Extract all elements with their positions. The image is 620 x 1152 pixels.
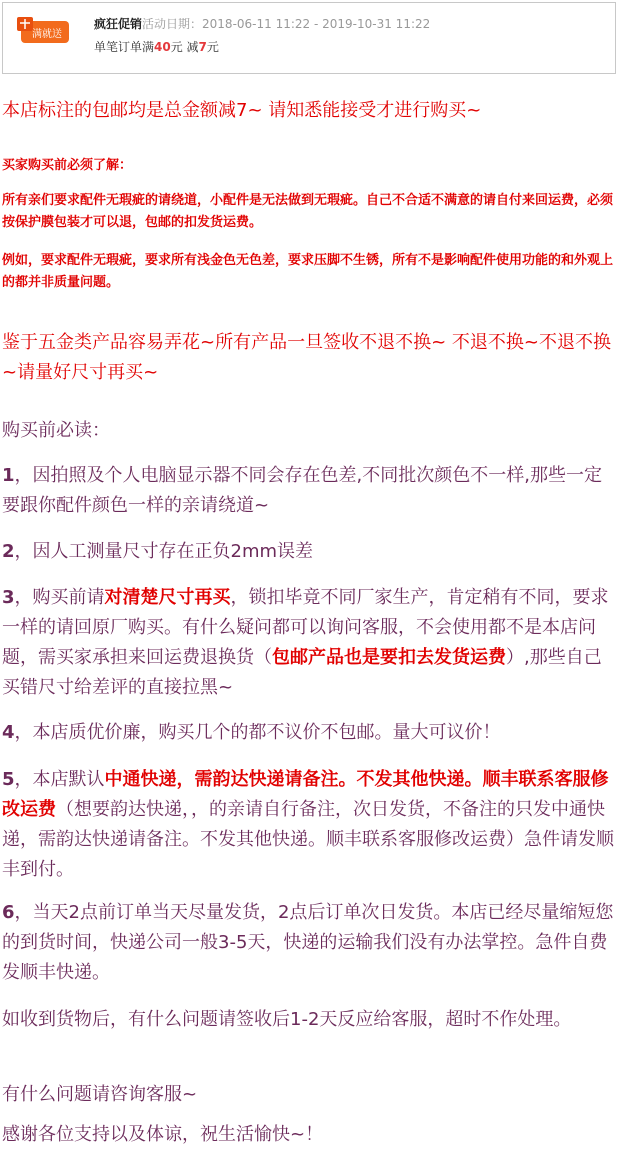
item-text: ，因人工测量尺寸存在正负2mm误差 [14, 541, 314, 562]
must-know-title: 买家购买前必须了解： [2, 158, 133, 173]
item-6 [2, 898, 614, 988]
item-text: ，本店默认 [14, 769, 105, 790]
item-emphasis: 中通快递，需韵达快递请备注。不发其他快递。顺丰联系客服修改运费 [2, 769, 609, 820]
item-num: 1 [2, 465, 15, 486]
item-num: 5 [2, 769, 15, 790]
item-emphasis: 包邮产品也是要扣去发货运费 [272, 647, 506, 668]
item-emphasis: 对清楚尺寸再买 [104, 587, 231, 608]
promo-rule [94, 38, 219, 55]
read-before-title: 购买前必读： [2, 420, 110, 441]
rule-text: 单笔订单满 [94, 40, 155, 54]
item-3 [2, 583, 614, 703]
rule-text: 元 减 [170, 40, 199, 54]
item-num: 4 [2, 722, 15, 743]
after-receive-note: 如收到货物后，有什么问题请签收后1-2天反应给客服，超时不作处理。 [2, 1009, 572, 1030]
item-text: （想要韵达快递，，的亲请自行备注，次日发货，不备注的只发中通快递，需韵达快递请备注。不发其他快递。顺丰联系客服修改运费）急件请发顺丰到付。 [2, 799, 614, 880]
badge-text: 满就送 [32, 29, 62, 40]
item-text: ）,那些自己买错尺寸给差评的直接拉黑~ [2, 647, 602, 698]
promo-date-prefix: 活动日期： [142, 17, 203, 31]
promo-box [2, 2, 616, 74]
item-num: 3 [2, 587, 15, 608]
headline: 本店标注的包邮均是总金额减7~ 请知悉能接受才进行购买~ [2, 100, 482, 121]
item-5 [2, 765, 614, 885]
rule-amount: 40 [154, 40, 171, 54]
item-text: ，锁扣毕竟不同厂家生产，肯定稍有不同，要求一样的请回原厂购买。有什么疑问都可以询问客服，不会使用都不是本店问题，需买家承担来回运费退换货（ [2, 587, 609, 668]
promo-name: 疯狂促销 [94, 17, 143, 31]
item-text: ，购买前请 [14, 587, 105, 608]
consult-note: 有什么问题请咨询客服~ [2, 1084, 198, 1105]
rule-text: 元 [206, 40, 219, 54]
rule-discount: 7 [198, 40, 207, 54]
item-1 [2, 461, 614, 521]
item-text: ，当天2点前订单当天尽量发货，2点后订单次日发货。本店已经尽量缩短您的到货时间，快递公司一般3-5天，快递的运输我们没有办法掌控。急件自费发顺丰快递。 [2, 902, 614, 983]
must-know-p1: 所有亲们要求配件无瑕疵的请绕道，小配件是无法做到无瑕疵。自己不合适不满意的请自付来回运费，必须按保护膜包装才可以退，包邮的扣发货运费。 [2, 193, 614, 230]
item-text: ，本店质优价廉，购买几个的都不议价不包邮。量大可议价！ [14, 722, 501, 743]
must-know-p2: 例如，要求配件无瑕疵，要求所有浅金色无色差，要求压脚不生锈，所有不是影响配件使用功能的和外观上的都并非质量问题。 [2, 253, 614, 290]
item-4 [2, 718, 614, 748]
item-num: 6 [2, 902, 15, 923]
promo-title [94, 15, 430, 32]
item-num: 2 [2, 541, 15, 562]
promo-date-range: 2018-06-11 11:22 - 2019-10-31 11:22 [202, 17, 431, 31]
no-return-notice: 鉴于五金类产品容易弄花~所有产品一旦签收不退不换~ 不退不换~不退不换~请量好尺寸再买~ [2, 332, 611, 383]
item-2 [2, 537, 614, 567]
item-text: ，因拍照及个人电脑显示器不同会存在色差,不同批次颜色不一样,那些一定要跟你配件颜色一样的亲请绕道~ [2, 465, 602, 516]
gift-badge-icon [17, 17, 73, 47]
thanks-note: 感谢各位支持以及体谅，祝生活愉快~！ [2, 1124, 324, 1145]
